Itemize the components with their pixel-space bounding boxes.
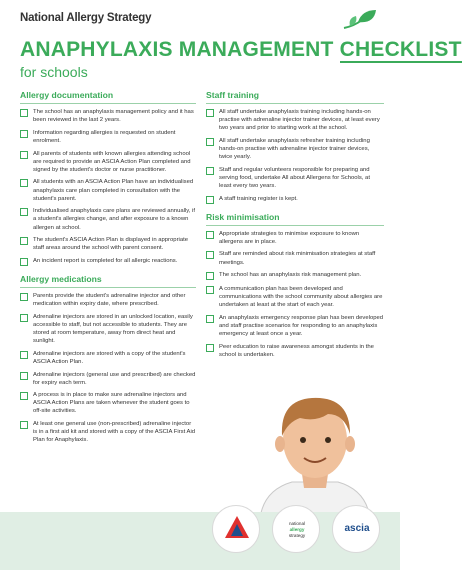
checklist-item	[20, 292, 196, 308]
checklist-item	[20, 350, 196, 366]
checkbox[interactable]	[20, 372, 28, 380]
checklist-item	[206, 166, 384, 190]
checklist-item	[20, 207, 196, 231]
leaf-icon	[340, 6, 382, 34]
checkbox[interactable]	[206, 167, 214, 175]
title-part-2: CHECKLIST	[339, 38, 462, 61]
checkbox[interactable]	[206, 272, 214, 280]
checklist-item	[20, 371, 196, 387]
checklist-item	[206, 285, 384, 309]
checklist-item	[20, 391, 196, 415]
checklist-item-text: A staff training register is kept.	[219, 195, 298, 202]
checkbox[interactable]	[206, 196, 214, 204]
checkbox[interactable]	[20, 130, 28, 138]
checkbox[interactable]	[206, 109, 214, 117]
logo2-line3: strategy	[288, 533, 306, 538]
logo-triangle-icon	[213, 506, 261, 554]
checklist-item	[206, 230, 384, 246]
checklist-item-text: Peer education to raise awareness amongst students in the school is undertaken.	[219, 343, 374, 358]
checklist-item	[20, 236, 196, 252]
section-heading: Allergy documentation	[20, 90, 196, 104]
checklist-item-text: Adrenaline injectors (general use and prescribed) are checked for expiry each term.	[33, 371, 196, 386]
checklist-item-text: Appropriate strategies to minimise exposure to known allergens are in place.	[219, 230, 360, 245]
logo-ascia	[332, 505, 380, 553]
section-heading: Risk minimisation	[206, 212, 384, 226]
section-staff-training	[206, 90, 384, 204]
left-column	[20, 90, 196, 452]
checklist-item-text: Information regarding allergies is requested on student enrolment.	[33, 129, 176, 144]
checklist-item-text: An incident report is completed for all allergic reactions.	[33, 257, 178, 264]
checkbox[interactable]	[20, 258, 28, 266]
checklist-item-text: Adrenaline injectors are stored with a copy of the student's ASCIA Action Plan.	[33, 350, 186, 365]
logo-national-allergy-strategy	[272, 505, 320, 553]
checkbox[interactable]	[20, 421, 28, 429]
logo2-line2: allergy	[289, 527, 305, 532]
checklist-item-text: Adrenaline injectors are stored in an unlocked location, easily accessible to staff, but not accessible to students. They are stored at room temperature, away from direct heat and sunlight.	[33, 313, 193, 345]
checklist-item	[20, 178, 196, 202]
checklist-item	[206, 108, 384, 132]
checklist-item-text: The student's ASCIA Action Plan is displayed in appropriate staff areas around the school with parent consent.	[33, 237, 189, 252]
checklist-item-text: At least one general use (non-prescribed) adrenaline injector is in a first aid kit and stored with a copy of the ASCIA First Aid Plan for Anaphylaxis.	[33, 421, 196, 444]
checkbox[interactable]	[206, 231, 214, 239]
checklist-item	[20, 257, 196, 266]
checkbox[interactable]	[20, 351, 28, 359]
checklist-item-text: All staff undertake anaphylaxis training including hands-on practise with adrenaline injector trainer devices, at least every two years and prior to starting work at the school.	[219, 109, 380, 132]
page-title	[20, 38, 462, 62]
checklist-item	[20, 150, 196, 174]
checklist-item-text: Staff are reminded about risk minimisation strategies at staff meetings.	[219, 251, 376, 266]
checklist-item-text: An anaphylaxis emergency response plan has been developed and staff practise scenarios for responding to an anaphylaxis emergency at least once a year.	[219, 314, 384, 337]
checklist-item-text: A process is in place to make sure adrenaline injectors and ASCIA Action Plans are taken whenever the student goes to off-site activities.	[33, 392, 190, 415]
checklist-item-text: All staff undertake anaphylaxis refresher training including hands-on practise with adrenaline injector trainer devices, twice yearly.	[219, 137, 370, 161]
checkbox[interactable]	[206, 315, 214, 323]
checklist-item	[206, 343, 384, 359]
section-allergy-documentation	[20, 90, 196, 266]
checklist-item	[20, 108, 196, 124]
checklist-item	[20, 420, 196, 444]
checklist-item-text: All students with an ASCIA Action Plan have an individualised anaphylaxis care plan completed in consultation with the student's parent.	[33, 179, 194, 202]
checkbox[interactable]	[20, 237, 28, 245]
checkbox[interactable]	[20, 179, 28, 187]
checklist-item	[206, 137, 384, 161]
section-heading: Staff training	[206, 90, 384, 104]
student-illustration	[240, 378, 390, 518]
checklist-item	[206, 195, 384, 204]
checklist-item-text: The school has an anaphylaxis management policy and it has been reviewed in the last 2 years.	[33, 109, 194, 124]
checkbox[interactable]	[206, 251, 214, 259]
logo3-text: ascia	[344, 523, 370, 534]
section-allergy-medications	[20, 274, 196, 444]
section-heading: Allergy medications	[20, 274, 196, 288]
section-risk-minimisation	[206, 212, 384, 359]
logo2-line1: national	[288, 521, 306, 526]
checkbox[interactable]	[206, 286, 214, 294]
checklist-item-text: Individualised anaphylaxis care plans are reviewed annually, if a student's allergies change, and after exposure to a known allergen at school.	[33, 208, 195, 231]
page-subtitle: for schools	[20, 64, 88, 80]
checklist-item	[206, 250, 384, 266]
checkbox[interactable]	[20, 109, 28, 117]
checkbox[interactable]	[20, 151, 28, 159]
checkbox[interactable]	[206, 138, 214, 146]
checkbox[interactable]	[206, 344, 214, 352]
checkbox[interactable]	[20, 392, 28, 400]
checkbox[interactable]	[20, 208, 28, 216]
checkbox[interactable]	[20, 293, 28, 301]
checklist-item-text: The school has an anaphylaxis risk management plan.	[219, 272, 362, 279]
checklist-item-text: Staff and regular volunteers responsible for preparing and serving food, undertake All about Allergens for Schools, at least every two years.	[219, 166, 370, 189]
checklist-item-text: Parents provide the student's adrenaline injector and other medication within expiry date, where prescribed.	[33, 292, 186, 308]
checklist-item	[20, 313, 196, 345]
title-part-1: ANAPHYLAXIS MANAGEMENT	[20, 38, 340, 61]
checklist-item-text: A communication plan has been developed and communications with the school community about allergies are undertaken at least at the start of each year.	[219, 285, 383, 308]
checklist-item-text: All parents of students with known allergies attending school are required to provide an ASCIA Action Plan completed and signed by the student's doctor or nurse practitioner.	[33, 150, 191, 173]
logo-1	[212, 505, 260, 553]
checkbox[interactable]	[20, 314, 28, 322]
right-column	[206, 90, 384, 367]
checklist-item	[206, 271, 384, 280]
checklist-item	[206, 314, 384, 338]
org-name: National Allergy Strategy	[20, 12, 152, 24]
checklist-item	[20, 129, 196, 145]
